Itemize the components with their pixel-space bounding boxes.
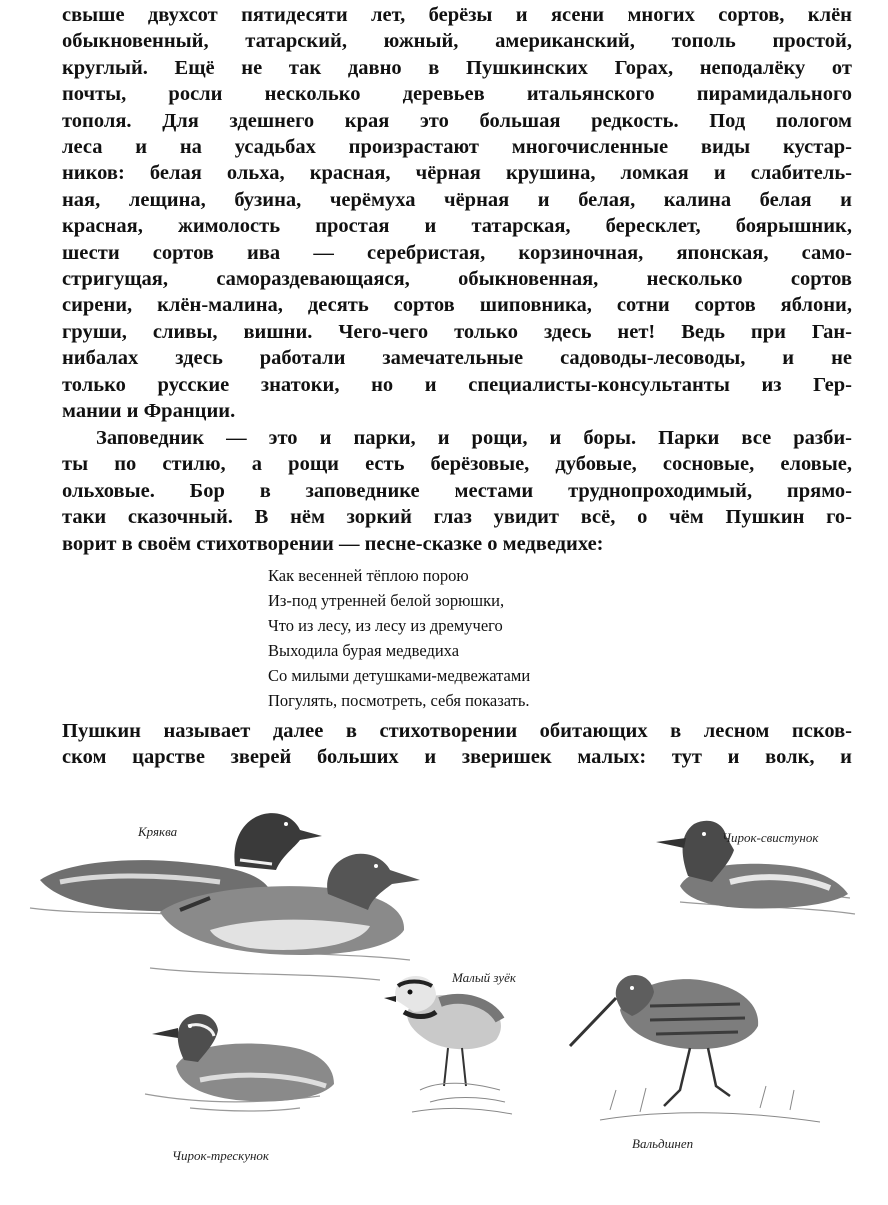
text-line: шести сортов ива — серебристая, корзиночная, японская, само- — [62, 241, 852, 264]
plover-ground — [412, 1083, 512, 1114]
text-line: почты, росли несколько деревьев итальянского пирамидального — [62, 83, 852, 106]
poem-line: Со милыми детушками-медвежатами — [268, 666, 531, 685]
text-line: Пушкин называет далее в стихотворении обитающих в лесном псков- — [62, 720, 852, 742]
caption-woodcock: Вальдшнеп — [632, 1136, 694, 1151]
poem-line: Что из лесу, из лесу из дремучего — [268, 616, 503, 635]
text-line: круглый. Ещё не так давно в Пушкинских Горах, неподалёку от — [62, 56, 852, 79]
text-line: ворит в своём стихотворении — песне-сказке о медведихе: — [62, 532, 604, 555]
poem-quote — [268, 563, 530, 713]
woodcock-bird — [570, 975, 758, 1106]
poem-line: Из-под утренней белой зорюшки, — [268, 591, 505, 610]
plover-bird — [384, 976, 501, 1086]
text-line: только русские знатоки, но и специалисты-консультанты из Гер- — [62, 373, 852, 396]
caption-mallard: Кряква — [138, 824, 178, 839]
text-line: тополя. Для здешнего края это большая редкость. Под пологом — [62, 109, 852, 132]
birds-illustration — [0, 790, 888, 1200]
text-line: таки сказочный. В нём зоркий глаз увидит всё, о чём Пушкин го- — [62, 506, 852, 529]
poem-line: Выходила бурая медведиха — [268, 641, 460, 660]
text-line: стригущая, самораздевающаяся, обыкновенная, несколько сортов — [62, 268, 852, 291]
text-line: ная, лещина, бузина, черёмуха чёрная и белая, калина белая и — [62, 188, 852, 211]
text-line: ском царстве зверей больших и зверишек малых: тут и волк, и — [62, 746, 852, 769]
poem-line: Погулять, посмотреть, себя показать. — [268, 691, 530, 710]
woodcock-grass — [600, 1086, 820, 1122]
birds-drawing — [0, 790, 888, 1200]
text-line: леса и на усадьбах произрастают многочисленные виды кустар- — [62, 136, 852, 159]
paragraph-3 — [62, 718, 852, 771]
text-line: ты по стилю, а рощи есть берёзовые, дубовые, сосновые, еловые, — [62, 453, 852, 476]
text-line: ников: белая ольха, красная, чёрная крушина, ломкая и слабитель- — [62, 162, 852, 185]
text-line: обыкновенный, татарский, южный, американский, тополь простой, — [62, 30, 852, 53]
caption-teal: Чирок-свистунок — [722, 830, 819, 845]
poem-line: Как весенней тёплою порою — [268, 566, 469, 585]
text-line: мании и Франции. — [62, 400, 236, 423]
text-line: свыше двухсот пятидесяти лет, берёзы и ясени многих сортов, клён — [62, 4, 852, 26]
paragraph-1 — [62, 2, 852, 425]
text-line: груши, сливы, вишни. Чего-чего только здесь нет! Ведь при Ган- — [62, 320, 852, 343]
text-line: Заповедник — это и парки, и рощи, и боры. Парки все разби- — [96, 427, 852, 449]
caption-garganey: Чирок-трескунок — [172, 1148, 270, 1163]
garganey-duck — [152, 1014, 334, 1101]
text-line: ольховые. Бор в заповеднике местами труднопроходимый, прямо- — [62, 479, 852, 502]
text-line: красная, жимолость простая и татарская, бересклет, боярышник, — [62, 215, 852, 238]
caption-plover: Малый зуёк — [452, 970, 516, 985]
paragraph-2 — [62, 425, 852, 557]
text-line: сирени, клён-малина, десять сортов шиповника, сотни сортов яблони, — [62, 294, 852, 317]
text-line: нибалах здесь работали замечательные садоводы-лесоводы, и не — [62, 347, 852, 370]
